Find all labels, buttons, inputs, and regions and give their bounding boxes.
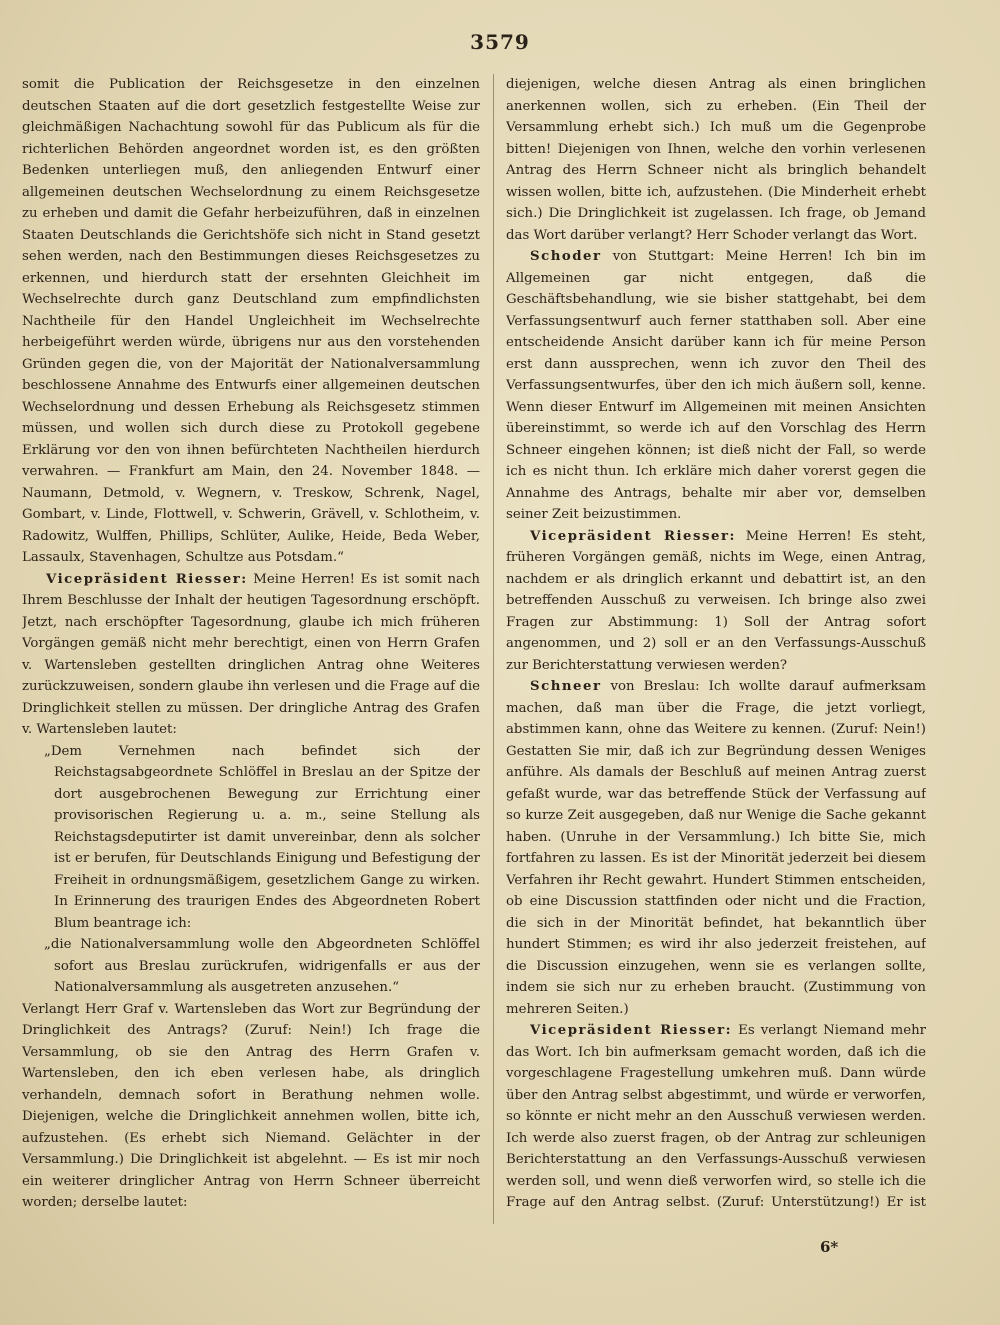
speaker-name: Vicepräsident Riesser:: [530, 528, 736, 544]
left-column: [22, 74, 480, 1214]
speaker-name: Vicepräsident Riesser:: [530, 1023, 733, 1038]
left-quote-2: „die Nationalversammlung wolle den Abgeordneten Schlöffel sofort aus Breslau zurückrufen, widrigenfalls er aus der Nationalversammlung als ausgetreten anzusehen.“: [44, 937, 480, 995]
speaker-name: Vicepräsident Riesser:: [46, 571, 248, 587]
right-paragraph-2: [506, 246, 926, 526]
left-quote-3: [22, 1214, 480, 1215]
left-paragraph-2: [22, 569, 480, 741]
right-paragraph-3: [506, 526, 926, 677]
signature-mark: 6*: [820, 1238, 839, 1256]
right-paragraph-4: [506, 676, 926, 1020]
speaker-name: Schoder: [530, 249, 602, 264]
right-column: [506, 74, 926, 1214]
page-number: 3579: [470, 30, 530, 54]
column-divider: [493, 74, 494, 1224]
speech-text: von Breslau: Ich wollte darauf aufmerksam machen, daß man über die Frage, die jetzt vorliegt, abstimmen kann, ohne das Weitere zu kennen. (Zuruf: Nein!) Gestatten Sie mir, daß ich zur Begründung dessen Weniges anführe. Als damals der Beschluß auf meinen Antrag zuerst gefaßt wurde, war das betreffende Stück der Verfassung auf so kurze Zeit ausgegeben, daß nur Wenige die Sache gekannt haben. (Unruhe in der Versammlung.) Ich bitte Sie, mich fortfahren zu lassen. Es ist der Minorität jederzeit bei diesem Verfahren ihr Recht gewahrt. Hundert Stimmen entscheiden, ob eine Discussion stattfinden oder nicht und die Fraction, die sich in der Minorität befindet, hat bekanntlich über hundert Stimmen; es wird ihr also jederzeit freistehen, auf die Discussion einzugehen, wenn sie es verlangen sollte, indem sie sich nur zu erheben braucht. (Zustimmung von mehreren Seiten.): [506, 679, 926, 1017]
speech-text: Es verlangt Niemand mehr das Wort. Ich bin aufmerksam gemacht worden, daß ich die vorgeschlagene Fragestellung umkehren muß. Dann würde über den Antrag selbst abgestimmt, und würde er verworfen, so könnte er nicht mehr an den Ausschuß verwiesen werden. Ich werde also zuerst fragen, ob der Antrag zur schleunigen Berichterstattung an den Verfassungs-Ausschuß verwiesen werden soll, und wenn dieß verworfen wird, so stelle ich die Frage auf den Antrag selbst. (Zuruf: Unterstützung!) Er ist: [506, 1023, 926, 1210]
speech-text: Meine Herren! Es steht, früheren Vorgängen gemäß, nichts im Wege, einen Antrag, nachdem er als dringlich erkannt und debattirt ist, an den betreffenden Ausschuß zu verweisen. Ich bringe also zwei Fragen zur Abstimmung: 1) Soll der Antrag sofort angenommen, und 2) soll er an den Verfassungs-Ausschuß zur Berichterstattung verwiesen werden?: [506, 528, 926, 673]
left-quote-1: „Dem Vernehmen nach befindet sich der Reichstagsabgeordnete Schlöffel in Breslau an der Spitze der dort ausgebrochenen Bewegung zur Errichtung einer provisorischen Regierung u. a. m., seine Stellung als Reichstagsdeputirter ist damit unvereinbar, denn als solcher ist er berufen, für Deutschlands Einigung und Befestigung der Freiheit in ordnungsmäßigem, gesetzlichem Gange zu wirken. In Erinnerung des traurigen Endes des Abgeordneten Robert Blum beantrage ich:: [44, 743, 480, 931]
speech-text: von Stuttgart: Meine Herren! Ich bin im Allgemeinen gar nicht entgegen, daß die Geschäftsbehandlung, wie sie bisher stattgehabt, bei dem Verfassungsentwurf auch ferner statthaben soll. Aber eine entscheidende Ansicht darüber kann ich für meine Person erst dann aussprechen, wenn ich zuvor den Theil des Verfassungsentwurfes, über den ich mich äußern soll, kenne. Wenn dieser Entwurf im Allgemeinen mit meinen Ansichten übereinstimmt, so werde ich auf den Vorschlag des Herrn Schneer eingehen können; ist dieß nicht der Fall, so werde ich es nicht thun. Ich erkläre mich daher vorerst gegen die Annahme des Antrags, behalte mir aber vor, demselben seiner Zeit beizustimmen.: [506, 249, 926, 522]
speech-text: Meine Herren! Es ist somit nach Ihrem Beschlusse der Inhalt der heutigen Tagesordnung erschöpft. Jetzt, nach erschöpfter Tagesordnung, glaube ich mich früheren Vorgängen gemäß nicht mehr berechtigt, einen von Herrn Grafen v. Wartensleben gestellten dringlichen Antrag ohne Weiteres zurückzuweisen, sondern glaube ihn verlesen und die Frage auf die Dringlichkeit stellen zu müssen. Der dringliche Antrag des Grafen v. Wartensleben lautet:: [22, 571, 480, 737]
right-paragraph-1: diejenigen, welche diesen Antrag als einen bringlichen anerkennen wollen, sich zu erheben. (Ein Theil der Versammlung erhebt sich.) Ich muß um die Gegenprobe bitten! Diejenigen von Ihnen, welche den vorhin verlesenen Antrag des Herrn Schneer nicht als bringlich behandelt wissen wollen, bitte ich, aufzustehen. (Die Minderheit erhebt sich.) Die Dringlichkeit ist zugelassen. Ich frage, ob Jemand das Wort darüber verlangt? Herr Schoder verlangt das Wort.: [506, 77, 926, 243]
left-paragraph-1: somit die Publication der Reichsgesetze in den einzelnen deutschen Staaten auf die dort gesetzlich festgestellte Weise zur gleichmäßigen Nachachtung sowohl für das Publicum als für die richterlichen Behörden angeordnet worden ist, es den größten Bedenken unterliegen muß, den anliegenden Entwurf einer allgemeinen deutschen Wechselordnung zu einem Reichsgesetze zu erheben und damit die Gefahr herbeizuführen, daß in einzelnen Staaten Deutschlands die Gerichtshöfe sich nicht in Stand gesetzt sehen werden, nach den Bestimmungen dieses Reichsgesetzes zu erkennen, und hierdurch statt der ersehnten Gleichheit im Wechselrechte durch ganz Deutschland zum empfindlichsten Nachtheile für den Handel Ungleichheit im Wechselrechte herbeigeführt werden würde, übrigens nur aus den vorstehenden Gründen gegen die, von der Majorität der Nationalversammlung beschlossene Annahme des Entwurfs einer allgemeinen deutschen Wechselordnung und dessen Erhebung als Reichsgesetz stimmen müssen, und wollen sich durch diese zu Protokoll gegebene Erklärung vor den von ihnen befürchteten Nachtheilen hierdurch verwahren. — Frankfurt am Main, den 24. November 1848. — Naumann, Detmold, v. Wegnern, v. Treskow, Schrenk, Nagel, Gombart, v. Linde, Flottwell, v. Schwerin, Grävell, v. Schlotheim, v. Radowitz, Wulffen, Phillips, Schlüter, Aulike, Heide, Beda Weber, Lassaulx, Stavenhagen, Schultze aus Potsdam.“: [22, 77, 480, 565]
speaker-name: Schneer: [530, 679, 602, 694]
right-paragraph-5: [506, 1020, 926, 1214]
left-paragraph-3: Verlangt Herr Graf v. Wartensleben das Wort zur Begründung der Dringlichkeit des Antrags? (Zuruf: Nein!) Ich frage die Versammlung, ob sie den Antrag des Herrn Grafen v. Wartensleben, den ich eben verlesen habe, als dringlich verhandeln, demnach sofort in Berathung nehmen wolle. Diejenigen, welche die Dringlichkeit annehmen wollen, bitte ich, aufzustehen. (Es erhebt sich Niemand. Gelächter in der Versammlung.) Die Dringlichkeit ist abgelehnt. — Es ist mir noch ein weiterer dringlicher Antrag von Herrn Schneer überreicht worden; derselbe lautet:: [22, 1001, 480, 1210]
